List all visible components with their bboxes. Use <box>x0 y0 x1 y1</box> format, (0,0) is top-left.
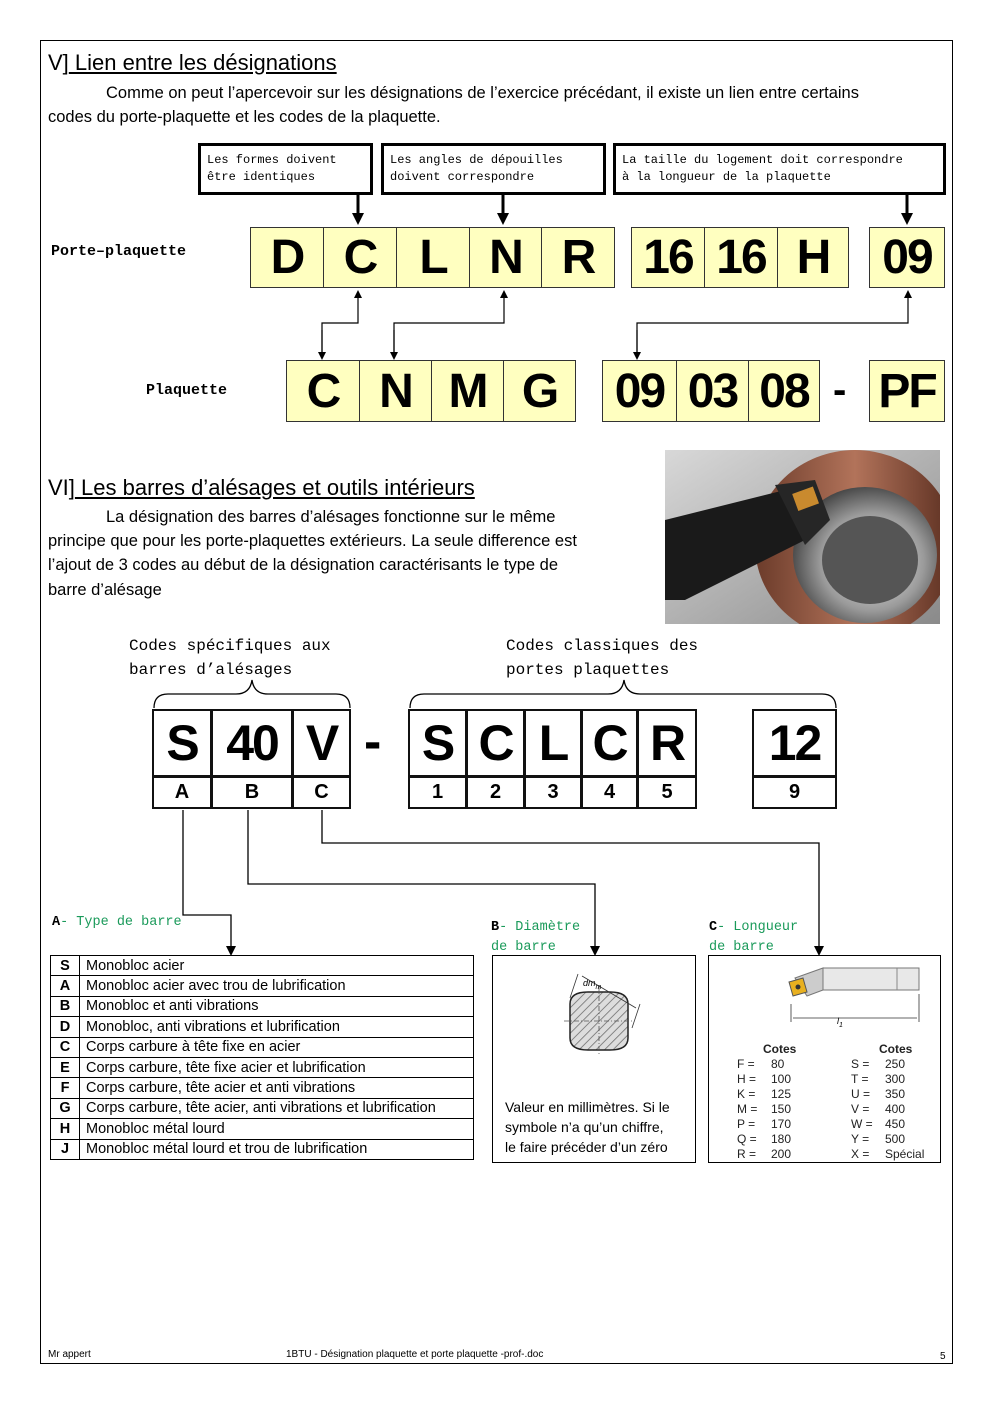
cote-code: U = <box>851 1087 871 1101</box>
group-classic-line2: portes plaquettes <box>506 661 670 679</box>
diameter-note-line2: symbole n’a qu’un chiffre, <box>505 1119 664 1135</box>
type-b-label-line1: - Diamètre <box>499 920 581 935</box>
pl-code-7: 08 <box>748 360 820 422</box>
cote-value: 80 <box>771 1057 785 1071</box>
cote-code: Q = <box>737 1132 757 1146</box>
bar-code-2: C <box>466 709 525 777</box>
bar-code-s: S <box>152 709 212 777</box>
bar-index-a: A <box>152 776 212 809</box>
bar-code-9: 12 <box>752 709 837 777</box>
pp-code-5: R <box>541 227 615 288</box>
bar-index-9: 9 <box>752 776 837 809</box>
cote-value: 180 <box>771 1132 792 1146</box>
pl-code-1: C <box>286 360 360 422</box>
type-c-key: C <box>709 920 718 935</box>
bar-type-code: J <box>51 1139 80 1159</box>
bar-index-4: 4 <box>581 776 638 809</box>
bar-code-40: 40 <box>211 709 293 777</box>
bar-type-description: Corps carbure, tête fixe acier et lubrification <box>80 1057 474 1077</box>
bar-type-description: Monobloc acier avec trou de lubrification <box>80 976 474 996</box>
bar-code-v: V <box>292 709 351 777</box>
pp-code-9: 09 <box>869 227 945 288</box>
bar-index-b: B <box>211 776 293 809</box>
bar-type-row <box>51 976 474 996</box>
bar-type-description: Monobloc métal lourd <box>80 1119 474 1139</box>
section-6-line2: principe que pour les porte-plaquettes extérieurs. La seule difference est <box>48 532 577 550</box>
cote-row <box>851 1132 941 1147</box>
bar-type-row <box>51 1017 474 1037</box>
diameter-dim-label <box>583 978 601 991</box>
pp-code-3: L <box>396 227 470 288</box>
type-a-label: - Type de barre <box>60 915 182 930</box>
cote-row <box>737 1102 837 1117</box>
footer-doc: 1BTU - Désignation plaquette et porte plaquette -prof-.doc <box>286 1349 544 1360</box>
bar-type-code: D <box>51 1017 80 1037</box>
length-dim-text: l <box>837 1016 839 1026</box>
cote-value: 125 <box>771 1087 792 1101</box>
length-figure <box>779 960 924 1030</box>
diameter-dim-sub: m <box>595 983 602 991</box>
diameter-dim-text: dm <box>583 978 596 988</box>
callout-size-line1: La taille du logement doit correspondre <box>622 153 903 167</box>
bar-type-code: F <box>51 1078 80 1098</box>
diameter-figure <box>548 970 668 1060</box>
type-a-heading <box>52 915 182 930</box>
cotes-left-title: Cotes <box>763 1042 797 1056</box>
bar-type-row <box>51 1098 474 1118</box>
cote-code: R = <box>737 1147 757 1161</box>
bar-code-1: S <box>408 709 467 777</box>
pp-code-6: 16 <box>631 227 705 288</box>
pl-code-5: 09 <box>602 360 677 422</box>
group-specific-line1: Codes spécifiques aux <box>129 637 331 655</box>
bar-type-code: H <box>51 1119 80 1139</box>
cote-value: 350 <box>885 1087 906 1101</box>
bar-type-table <box>50 955 474 1160</box>
diameter-note <box>505 1097 670 1157</box>
bar-index-1: 1 <box>408 776 467 809</box>
bar-code-4: C <box>581 709 638 777</box>
connector-a <box>183 810 231 954</box>
callout-shapes-line1: Les formes doivent <box>207 153 337 167</box>
bar-type-row <box>51 1139 474 1159</box>
cote-code: F = <box>737 1057 755 1071</box>
bar-type-description: Corps carbure, tête acier et anti vibrations <box>80 1078 474 1098</box>
cotes-right-title: Cotes <box>879 1042 913 1056</box>
length-dim-label <box>837 1016 843 1029</box>
bar-type-code: S <box>51 956 80 976</box>
pl-code-6: 03 <box>676 360 749 422</box>
pl-dash: - <box>833 368 847 412</box>
cote-value: 150 <box>771 1102 792 1116</box>
type-b-label-line2: de barre <box>491 940 556 955</box>
type-c-heading <box>709 918 798 958</box>
cote-code: H = <box>737 1072 757 1086</box>
bar-type-code: B <box>51 996 80 1016</box>
cote-row <box>851 1072 941 1087</box>
section-5-number: V] <box>48 50 69 75</box>
pp-code-2: C <box>323 227 397 288</box>
length-dim-sub: 1 <box>839 1021 843 1029</box>
cote-row <box>737 1132 837 1147</box>
porte-plaquette-label: Porte–plaquette <box>51 243 187 260</box>
bar-type-row <box>51 1119 474 1139</box>
cote-row <box>851 1117 941 1132</box>
pp-code-8: H <box>777 227 849 288</box>
cote-row <box>737 1147 837 1162</box>
length-box <box>708 955 941 1163</box>
type-c-label-line1: - Longueur <box>717 920 799 935</box>
bar-type-code: C <box>51 1037 80 1057</box>
section-6-line1: La désignation des barres d’alésages fonctionne sur le même <box>106 508 556 526</box>
group-specific-line2: barres d’alésages <box>129 661 293 679</box>
bar-index-3: 3 <box>524 776 582 809</box>
cote-row <box>851 1147 941 1162</box>
diameter-box <box>492 955 696 1163</box>
cote-code: V = <box>851 1102 870 1116</box>
bar-type-description: Monobloc acier <box>80 956 474 976</box>
cote-row <box>851 1057 941 1072</box>
bar-type-code: A <box>51 976 80 996</box>
cote-code: Y = <box>851 1132 870 1146</box>
type-c-label-line2: de barre <box>709 940 774 955</box>
pl-code-2: N <box>359 360 432 422</box>
footer-page: 5 <box>940 1351 946 1362</box>
cote-code: W = <box>851 1117 873 1131</box>
cote-value: 200 <box>771 1147 792 1161</box>
bar-type-description: Monobloc, anti vibrations et lubrification <box>80 1017 474 1037</box>
group-classic-line1: Codes classiques des <box>506 637 699 655</box>
brace-specific <box>154 680 350 708</box>
bar-code-3: L <box>524 709 582 777</box>
cote-value: 170 <box>771 1117 792 1131</box>
cotes-left <box>737 1042 837 1162</box>
diameter-note-line3: le faire précéder d’un zéro <box>505 1139 668 1155</box>
cote-code: X = <box>851 1147 870 1161</box>
boring-bar-photo <box>665 450 940 624</box>
cote-code: T = <box>851 1072 869 1086</box>
bar-type-description: Monobloc et anti vibrations <box>80 996 474 1016</box>
bar-type-row <box>51 1078 474 1098</box>
bar-dash: - <box>364 713 382 771</box>
cote-value: 450 <box>885 1117 906 1131</box>
cote-code: P = <box>737 1117 756 1131</box>
section-6-number: VI] <box>48 475 75 500</box>
bar-index-2: 2 <box>466 776 525 809</box>
type-b-key: B <box>491 920 500 935</box>
callout-size-line2: à la longueur de la plaquette <box>622 170 831 184</box>
bar-index-5: 5 <box>637 776 697 809</box>
section-6-title: Les barres d’alésages et outils intérieurs <box>74 475 475 500</box>
cote-value: 500 <box>885 1132 906 1146</box>
bar-type-row <box>51 1057 474 1077</box>
cote-code: M = <box>737 1102 758 1116</box>
type-b-heading <box>491 918 580 958</box>
diameter-note-line1: Valeur en millimètres. Si le <box>505 1099 670 1115</box>
cote-value: Spécial <box>885 1147 925 1161</box>
bar-type-row <box>51 956 474 976</box>
bar-code-5: R <box>637 709 697 777</box>
callout-angles-line2: doivent correspondre <box>390 170 535 184</box>
cote-row <box>737 1057 837 1072</box>
pp-code-7: 16 <box>704 227 778 288</box>
bar-type-description: Corps carbure, tête acier, anti vibrations et lubrification <box>80 1098 474 1118</box>
pp-code-4: N <box>469 227 542 288</box>
pl-code-9: PF <box>869 360 945 422</box>
footer-author: Mr appert <box>48 1349 91 1360</box>
bar-type-row <box>51 1037 474 1057</box>
cote-row <box>737 1117 837 1132</box>
cote-row <box>851 1102 941 1117</box>
bar-type-code: G <box>51 1098 80 1118</box>
section-6-line3: l’ajout de 3 codes au début de la désignation caractérisants le type de <box>48 556 559 574</box>
pp-code-1: D <box>250 227 324 288</box>
cotes-right <box>851 1042 941 1162</box>
section-5-para-line2: codes du porte-plaquette et les codes de la plaquette. <box>48 108 441 126</box>
cote-value: 100 <box>771 1072 792 1086</box>
cote-code: K = <box>737 1087 756 1101</box>
section-5-title: Lien entre les désignations <box>68 50 337 75</box>
pl-code-3: M <box>431 360 504 422</box>
cote-value: 300 <box>885 1072 906 1086</box>
cote-value: 250 <box>885 1057 906 1071</box>
callout-angles-line1: Les angles de dépouilles <box>390 153 563 167</box>
callout-shapes-line2: être identiques <box>207 170 316 184</box>
section-5-para-line1: Comme on peut l’apercevoir sur les désignations de l’exercice précédant, il existe un lien entre certains <box>106 84 859 102</box>
bar-type-description: Monobloc métal lourd et trou de lubrification <box>80 1139 474 1159</box>
pl-code-4: G <box>503 360 576 422</box>
cote-row <box>737 1087 837 1102</box>
link-arrows <box>0 0 992 440</box>
cote-code: S = <box>851 1057 870 1071</box>
brace-classic <box>410 680 836 708</box>
cote-row <box>737 1072 837 1087</box>
bar-index-c: C <box>292 776 351 809</box>
cote-value: 400 <box>885 1102 906 1116</box>
bar-type-row <box>51 996 474 1016</box>
section-6-line4: barre d’alésage <box>48 581 162 599</box>
bar-type-description: Corps carbure à tête fixe en acier <box>80 1037 474 1057</box>
plaquette-label: Plaquette <box>146 382 228 399</box>
section-6-heading <box>48 475 475 501</box>
bar-type-code: E <box>51 1057 80 1077</box>
type-a-key: A <box>52 915 61 930</box>
cote-row <box>851 1087 941 1102</box>
